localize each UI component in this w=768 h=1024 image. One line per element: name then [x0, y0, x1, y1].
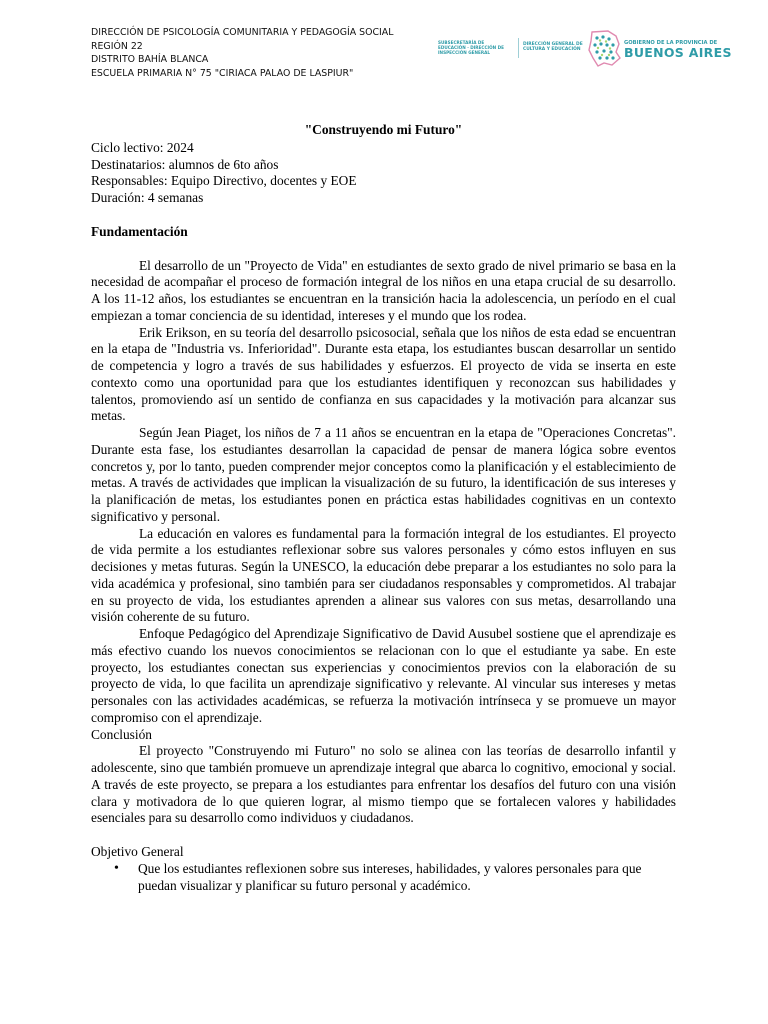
meta-destinatarios: Destinatarios: alumnos de 6to años: [91, 156, 279, 172]
header-line: REGIÓN 22: [91, 40, 143, 52]
header-line: ESCUELA PRIMARIA N° 75 "CIRIACA PALAO DE LASPIUR": [91, 67, 354, 79]
document-title: "Construyendo mi Futuro": [304, 122, 463, 137]
document-body: [91, 122, 676, 894]
header-logos: [438, 28, 732, 68]
objetivo-general-label: Objetivo General: [91, 844, 184, 859]
spacer: [91, 827, 676, 844]
gobierno-logo: [624, 40, 732, 59]
conclusion-label: Conclusión: [91, 726, 153, 742]
subsecretaria-logo-text: SUBSECRETARÍA DE EDUCACIÓN · DIRECCIÓN DE INSPECCIÓN GENERAL: [438, 40, 504, 55]
body-paragraph: La educación en valores es fundamental para la formación integral de los estudiantes. El proyecto de vida permite a los estudiantes reflexionar sobre sus valores personales y cómo estos influyen en sus decisiones y metas futuras. Según la UNESCO, la educación debe preparar a los estudiantes no solo para la vida académica y profesional, sino también para ser ciudadanos responsables y comprometidos. Al trabajar en su proyecto de vida, los estudiantes aprenden a alinear sus valores con sus metas, desarrollando una visión coherente de su futuro.: [91, 525, 676, 625]
meta-ciclo: Ciclo lectivo: 2024: [91, 139, 194, 155]
gobierno-logo-small-text: GOBIERNO DE LA PROVINCIA DE: [624, 40, 718, 46]
section-title-fundamentacion: Fundamentación: [91, 223, 188, 239]
objetivo-bullet-item: • Que los estudiantes reflexionen sobre sus intereses, habilidades, y valores personales para que puedan visualizar y planificar su futuro personal y académico.: [138, 861, 676, 895]
body-paragraph: Enfoque Pedagógico del Aprendizaje Significativo de David Ausubel sostiene que el aprendizaje es más efectivo cuando los nuevos conocimientos se relacionan con lo que el estudiante ya sabe. En este proyecto, los estudiantes conectan sus experiencias y conocimientos previos con la elaboración de su proyecto de vida, lo que facilita un aprendizaje significativo y relevante. Al vincular sus intereses y metas personales con las actividades académicas, se refuerza la motivación intrínseca y se promueve un mayor compromiso con el aprendizaje.: [91, 626, 676, 725]
conclusion-paragraph: El proyecto "Construyendo mi Futuro" no solo se alinea con las teorías de desarrollo infantil y adolescente, sino que también promueve un aprendizaje integral que abarca lo cognitivo, emocional y social. A través de este proyecto, se prepara a los estudiantes para enfrentar los desafíos del futuro con una visión clara y motivadora de lo que quieren lograr, al mismo tiempo que se fortalecen valores y habilidades esenciales para su desarrollo como individuos y ciudadanos.: [91, 743, 676, 826]
body-paragraph: El desarrollo de un "Proyecto de Vida" en estudiantes de sexto grado de nivel primario se basa en la necesidad de acompañar el proceso de formación integral de los niños en una etapa crucial de su desarrollo. A los 11-12 años, los estudiantes se encuentran en la transición hacia la adolescencia, un período en el cual empiezan a tomar conciencia de su identidad, intereses y el mundo que los rodea.: [91, 257, 676, 323]
body-paragraph: Según Jean Piaget, los niños de 7 a 11 años se encuentran en la etapa de "Operaciones Concretas". Durante esta fase, los estudiantes desarrollan la capacidad de pensar de manera lógica sobre eventos concretos y, por lo tanto, pueden comprender mejor conceptos como la planificación y el establecimiento de metas. A través de actividades que implican la visualización de su futuro, la identificación de sus intereses y la planificación de metas, los estudiantes ponen en práctica estas habilidades cognitivas en un contexto significativo y personal.: [91, 425, 676, 524]
header-line: DIRECCIÓN DE PSICOLOGÍA COMUNITARIA Y PEDAGOGÍA SOCIAL: [91, 27, 394, 38]
gobierno-logo-big-text: BUENOS AIRES: [624, 45, 732, 60]
header-line: DISTRITO BAHÍA BLANCA: [91, 54, 209, 65]
meta-duracion: Duración: 4 semanas: [91, 190, 204, 205]
objetivo-bullet-list: [91, 861, 676, 895]
logo-divider: [518, 38, 519, 58]
meta-responsables: Responsables: Equipo Directivo, docentes y EOE: [91, 173, 357, 189]
province-map-icon: [586, 28, 624, 68]
document-header: [91, 26, 393, 80]
body-paragraph: Erik Erikson, en su teoría del desarrollo psicosocial, señala que los niños de esta edad se encuentran en la etapa de "Industria vs. Inferioridad". Durante esta etapa, los estudiantes buscan desarrollar un sentido de competencia y logro a través de sus habilidades y esfuerzos. El proyecto de vida se inserta en este contexto como una oportunidad para que los estudiantes identifiquen y reconozcan sus habilidades y talentos, promoviendo así un sentido de confianza en sus capacidades y la motivación para alcanzar sus metas.: [91, 324, 676, 424]
dgcye-logo-text: DIRECCIÓN GENERAL DE CULTURA Y EDUCACIÓN: [523, 42, 583, 53]
